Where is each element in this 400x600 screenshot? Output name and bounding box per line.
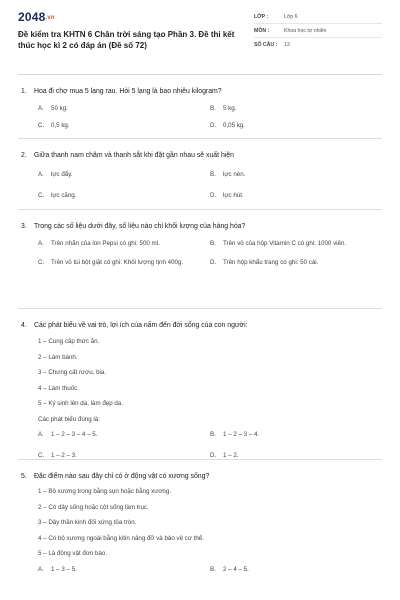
meta-row-count <box>254 38 382 52</box>
meta-key: LỚP : <box>254 13 269 20</box>
document-header <box>18 10 382 75</box>
question-head <box>18 321 382 330</box>
option-b[interactable] <box>210 565 382 574</box>
option-text: 5 kg. <box>223 105 237 112</box>
option-c[interactable] <box>38 258 210 267</box>
option-b[interactable] <box>210 170 382 179</box>
option-text: Trên vỏ của hộp Vitamin C có ghi: 1000 viên. <box>223 240 347 247</box>
option-b[interactable] <box>210 430 382 439</box>
meta-key: SỐ CÂU : <box>254 42 278 48</box>
option-letter: C. <box>38 452 45 459</box>
option-text: 0,05 kg. <box>223 122 246 129</box>
question-5 <box>18 460 382 574</box>
option-b[interactable] <box>210 104 382 113</box>
option-letter: D. <box>210 452 217 459</box>
meta-value: Khoa học tự nhiên <box>284 27 327 34</box>
options <box>18 239 382 267</box>
option-text: Trên nhãn của lon Pepsi có ghi: 500 ml. <box>51 240 160 247</box>
options <box>18 565 382 574</box>
question-text: Các phát biểu về vai trò, lợi ích của nấm đến đời sống của con người: <box>34 322 248 329</box>
option-letter: A. <box>38 565 44 573</box>
option-d[interactable] <box>210 451 382 460</box>
option-text: lực đẩy. <box>51 171 73 178</box>
question-text: Giữa thanh nam châm và thanh sắt khi đặt gần nhau sẽ xuất hiện <box>34 152 234 159</box>
option-a[interactable] <box>38 104 210 113</box>
header-left <box>18 10 246 74</box>
options <box>18 170 382 200</box>
option-letter: A. <box>38 171 44 178</box>
option-letter: A. <box>38 431 44 438</box>
option-letter: D. <box>210 122 217 129</box>
option-letter: B. <box>210 105 216 112</box>
statement: 5 – Là động vật đơn bào. <box>38 550 108 557</box>
question-number: 3. <box>21 223 27 230</box>
options <box>18 104 382 130</box>
statement: 2 – Có dây sống hoặc cột sống làm trục. <box>38 503 149 511</box>
question-number: 5. <box>21 473 27 480</box>
option-letter: B. <box>210 431 216 438</box>
statement: 2 – Làm bánh. <box>38 353 78 361</box>
option-letter: B. <box>210 565 216 573</box>
question-2 <box>18 139 382 210</box>
option-text: Trên hộp khẩu trang có ghi: 50 cái. <box>223 259 319 266</box>
option-letter: C. <box>38 122 45 129</box>
meta-row-class <box>254 10 382 24</box>
site-logo[interactable] <box>18 10 246 27</box>
statement: 3 – Chưng cất rượu, bia. <box>38 369 107 376</box>
option-text: lực nén. <box>223 171 246 178</box>
option-letter: A. <box>38 240 44 247</box>
option-text: 2 – 4 – 5. <box>223 565 249 573</box>
option-c[interactable] <box>38 451 210 460</box>
option-letter: B. <box>210 171 216 178</box>
question-4 <box>18 309 382 460</box>
option-c[interactable] <box>38 191 210 200</box>
option-text: Trên vỏ túi bột giặt có ghi: Khối lượng tịnh 400g. <box>51 259 184 266</box>
statement: 5 – Ký sinh lên da, làm đẹp da. <box>38 400 123 407</box>
option-text: 1 – 2 – 3 – 4. <box>223 431 260 438</box>
question-1 <box>18 75 382 139</box>
option-text: lực căng. <box>51 192 77 199</box>
statement: 4 – Có bộ xương ngoài bằng kitin nâng đỡ và bảo vệ cơ thể. <box>38 534 204 542</box>
question-number: 1. <box>21 88 27 95</box>
option-text: 50 kg. <box>51 105 68 112</box>
question-head <box>18 472 382 481</box>
option-a[interactable] <box>38 170 210 179</box>
question-text: Trong các số liệu dưới đây, số liệu nào chỉ khối lượng của hàng hóa? <box>34 223 246 230</box>
option-a[interactable] <box>38 430 210 439</box>
question-head <box>18 151 382 160</box>
question-head <box>18 222 382 231</box>
option-text: 1 – 2 – 3 – 4 – 5. <box>51 431 98 438</box>
question-number: 2. <box>21 152 27 159</box>
option-b[interactable] <box>210 239 382 248</box>
option-a[interactable] <box>38 239 210 248</box>
question-head <box>18 87 382 96</box>
option-letter: B. <box>210 240 216 247</box>
question-text: Hoa đi chợ mua 5 lạng rau. Hỏi 5 lạng là bao nhiêu kilogram? <box>34 88 222 95</box>
option-d[interactable] <box>210 258 382 267</box>
statement: 1 – Bộ xương trong bằng sụn hoặc bằng xương. <box>38 488 172 495</box>
option-text: 1 – 2. <box>223 452 239 459</box>
option-letter: A. <box>38 105 44 112</box>
meta-row-subject <box>254 24 382 38</box>
option-letter: D. <box>210 192 217 199</box>
statements <box>18 484 382 562</box>
option-c[interactable] <box>38 121 210 130</box>
option-letter: C. <box>38 259 45 266</box>
option-letter: C. <box>38 192 45 199</box>
statement: 4 – Làm thuốc. <box>38 384 79 392</box>
meta-value: Lớp 6 <box>284 13 298 20</box>
question-3 <box>18 210 382 309</box>
question-number: 4. <box>21 322 27 329</box>
option-text: 1 – 3 – 5. <box>51 565 77 573</box>
question-text: Đặc điểm nào sau đây chỉ có ở động vật có xương sống? <box>34 473 210 480</box>
option-a[interactable] <box>38 565 210 574</box>
option-text: lực hút. <box>223 192 244 199</box>
logo-suffix: .vn <box>45 14 55 21</box>
option-d[interactable] <box>210 191 382 200</box>
meta-value: 13 <box>284 42 290 48</box>
option-text: 1 – 2 – 3. <box>51 452 77 459</box>
logo-text: 2048 <box>18 10 46 24</box>
meta-key: MÔN : <box>254 27 270 34</box>
document-title: Đề kiểm tra KHTN 6 Chân trời sáng tạo Phần 3. Đề thi kết thúc học kì 2 có đáp án (Đề số 72) <box>18 30 235 50</box>
statement: 1 – Cung cấp thức ăn. <box>38 338 100 345</box>
meta-table <box>254 10 382 74</box>
statements <box>18 334 382 427</box>
option-letter: D. <box>210 259 217 266</box>
statement: Các phát biểu đúng là: <box>38 415 100 423</box>
statement: 3 – Dây thần kinh đối xứng tỏa tròn. <box>38 519 137 526</box>
options <box>18 430 382 460</box>
option-text: 0,5 kg. <box>51 122 70 129</box>
option-d[interactable] <box>210 121 382 130</box>
